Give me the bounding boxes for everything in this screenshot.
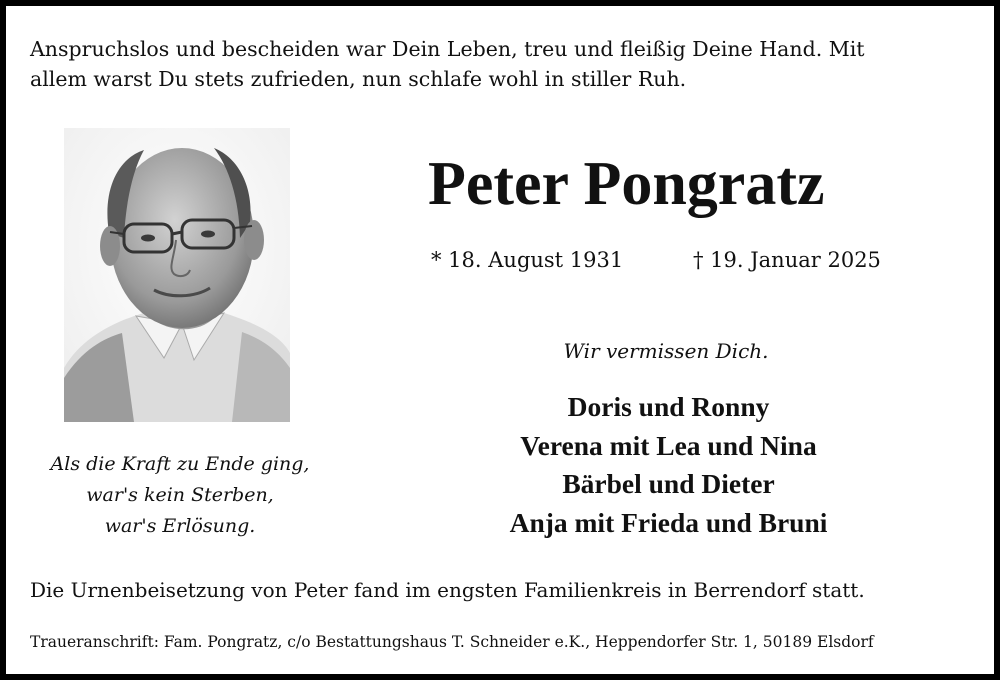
- mourning-address: Traueranschrift: Fam. Pongratz, c/o Bestattungshaus T. Schneider e.K., Heppendorfer Str. 1, 50189 Elsdorf: [30, 633, 874, 651]
- mourner-line: Bärbel und Dieter: [562, 468, 775, 499]
- death-date: † 19. Januar 2025: [693, 248, 881, 272]
- left-poem-line-2: war's kein Sterben,: [86, 484, 274, 506]
- intro-poem-line-1: Anspruchslos und bescheiden war Dein Leben, treu und fleißig Deine Hand. Mit: [30, 37, 865, 61]
- left-poem-line-3: war's Erlösung.: [104, 515, 256, 537]
- birth-date: * 18. August 1931: [431, 248, 624, 272]
- mourners-intro: Wir vermissen Dich.: [563, 339, 769, 363]
- mourner-line: Anja mit Frieda und Bruni: [509, 506, 828, 538]
- mourner-line: Verena mit Lea und Nina: [520, 429, 817, 461]
- left-poem: [30, 449, 330, 542]
- intro-poem: [30, 34, 980, 94]
- intro-poem-line-2: allem warst Du stets zufrieden, nun schlafe wohl in stiller Ruh.: [30, 67, 687, 91]
- portrait-photo: [64, 128, 290, 422]
- mourners-list: [466, 388, 871, 542]
- deceased-name: Peter Pongratz: [428, 150, 825, 218]
- mourner-line: Doris und Ronny: [567, 391, 770, 422]
- left-poem-line-1: Als die Kraft zu Ende ging,: [50, 453, 310, 475]
- burial-notice: Die Urnenbeisetzung von Peter fand im engsten Familienkreis in Berrendorf statt.: [30, 578, 865, 602]
